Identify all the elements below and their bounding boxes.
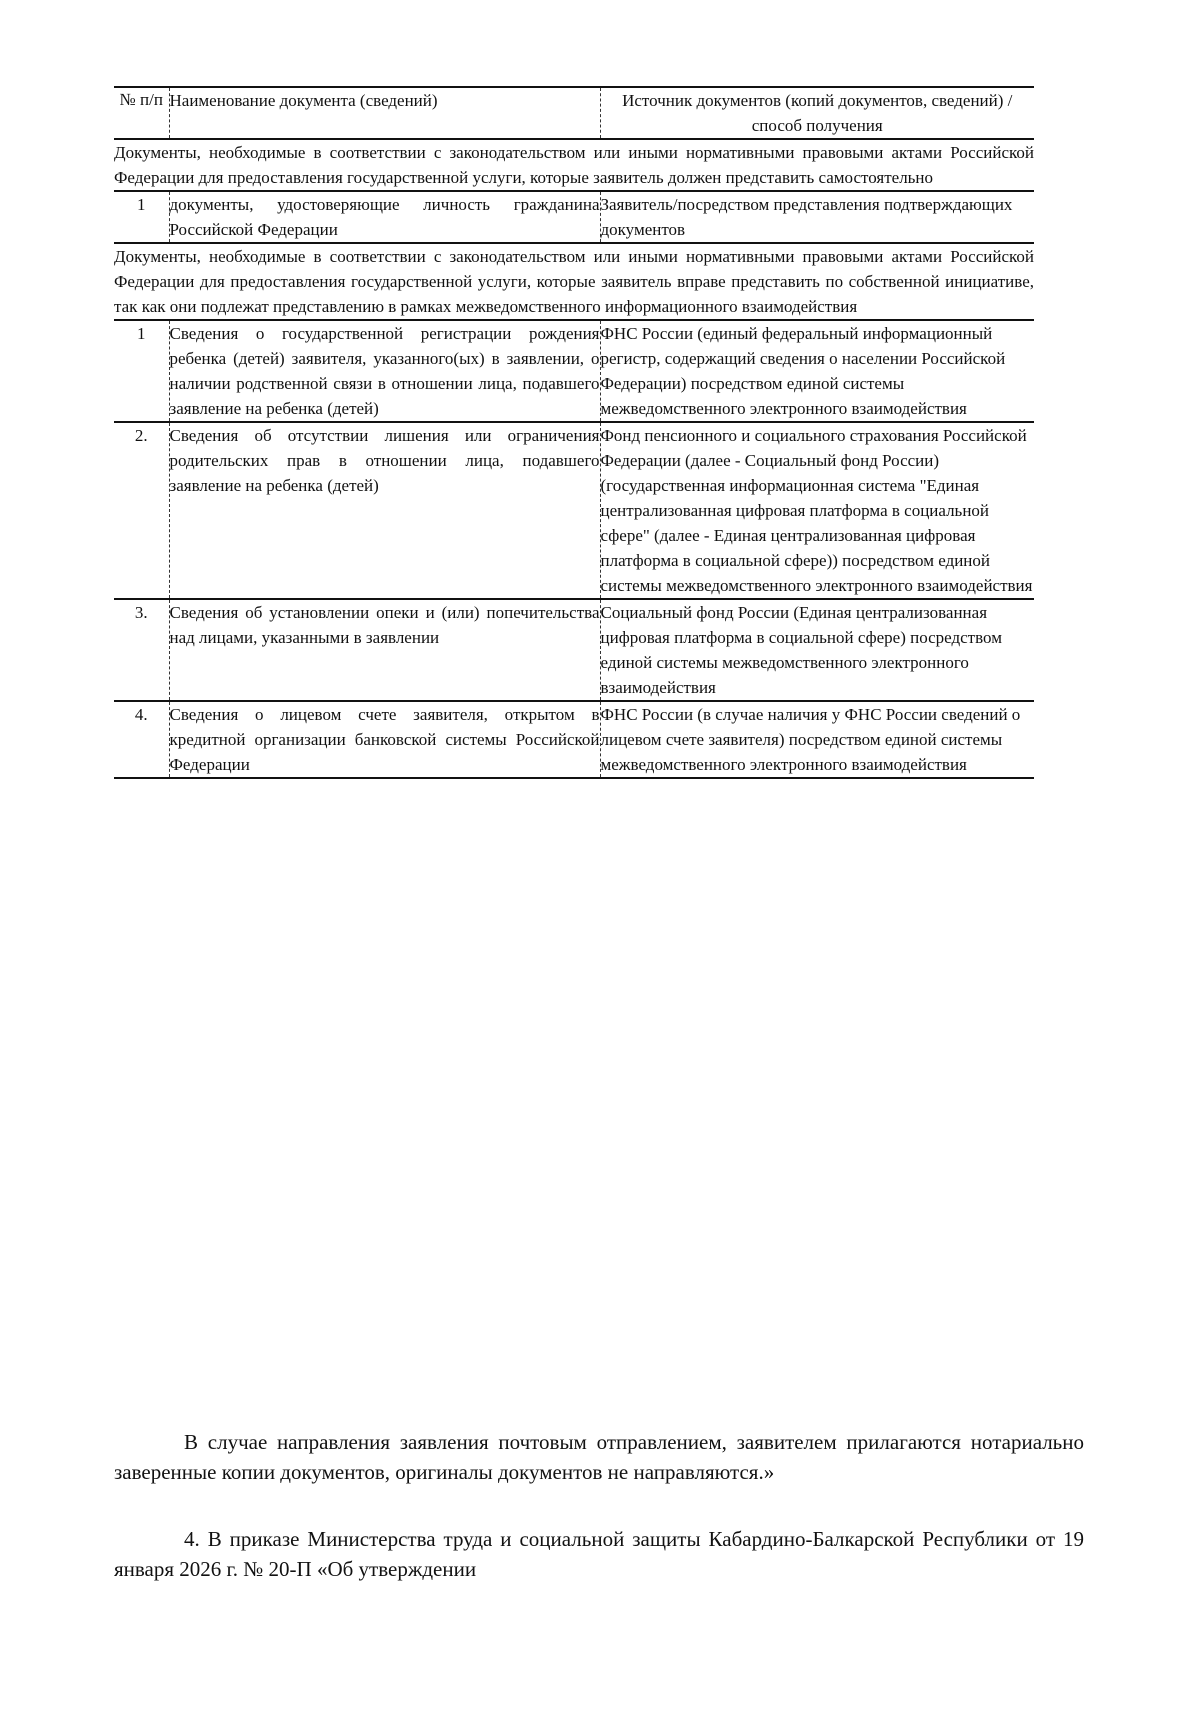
table-row [114,422,1034,599]
row-document-name: Сведения об отсутствии лишения или ограничения родительских прав в отношении лица, подавшего заявление на ребенка (детей) [169,422,600,599]
section2-title-row [114,243,1034,320]
header-number: № п/п [114,87,169,139]
table-row [114,599,1034,701]
row-number: 1 [114,320,169,422]
row-document-source: ФНС России (в случае наличия у ФНС России сведений о лицевом счете заявителя) посредством единой системы межведомственного электронного взаимодействия [600,701,1034,778]
row-document-source: Заявитель/посредством представления подтверждающих документов [600,191,1034,243]
row-document-source: Социальный фонд России (Единая централизованная цифровая платформа в социальной сфере) посредством единой системы межведомственного электронного взаимодействия [600,599,1034,701]
row-number: 1 [114,191,169,243]
table-row [114,191,1034,243]
section2-title: Документы, необходимые в соответствии с законодательством или иными нормативными правовыми актами Российской Федерации для предоставления государственной услуги, которые заявитель вправе представить по собственной инициативе, так как они подлежат представлению в рамках межведомственного информационного взаимодействия [114,243,1034,320]
section1-title: Документы, необходимые в соответствии с законодательством или иными нормативными правовыми актами Российской Федерации для предоставления государственной услуги, которые заявитель должен представить самостоятельно [114,139,1034,191]
section1-title-row [114,139,1034,191]
row-document-name: Сведения о государственной регистрации рождения ребенка (детей) заявителя, указанного(ых) в заявлении, о наличии родственной связи в отношении лица, подавшего заявление на ребенка (детей) [169,320,600,422]
table-row [114,701,1034,778]
header-document-name: Наименование документа (сведений) [169,87,600,139]
row-document-name: Сведения об установлении опеки и (или) попечительства над лицами, указанными в заявлении [169,599,600,701]
table-header-row [114,87,1034,139]
amendment-paragraph: 4. В приказе Министерства труда и социальной защиты Кабардино-Балкарской Республики от 19 января 2026 г. № 20-П «Об утверждении [114,1527,1084,1581]
row-document-name: документы, удостоверяющие личность гражданина Российской Федерации [169,191,600,243]
table-row [114,320,1034,422]
row-number: 2. [114,422,169,599]
header-document-source: Источник документов (копий документов, сведений) / способ получения [600,87,1034,139]
postal-note-paragraph: В случае направления заявления почтовым отправлением, заявителем прилагаются нотариально заверенные копии документов, оригиналы документов не направляются.» [114,1430,1084,1484]
row-number: 4. [114,701,169,778]
row-document-source: ФНС России (единый федеральный информационный регистр, содержащий сведения о населении Российской Федерации) посредством единой системы межведомственного электронного взаимодействия [600,320,1034,422]
documents-table [114,86,1034,779]
row-document-source: Фонд пенсионного и социального страхования Российской Федерации (далее - Социальный фонд России) (государственная информационная система "Единая централизованная цифровая платформа в социальной сфере" (далее - Единая централизованная цифровая платформа в социальной сфере)) посредством единой системы межведомственного электронного взаимодействия [600,422,1034,599]
row-document-name: Сведения о лицевом счете заявителя, открытом в кредитной организации банковской системы Российской Федерации [169,701,600,778]
row-number: 3. [114,599,169,701]
